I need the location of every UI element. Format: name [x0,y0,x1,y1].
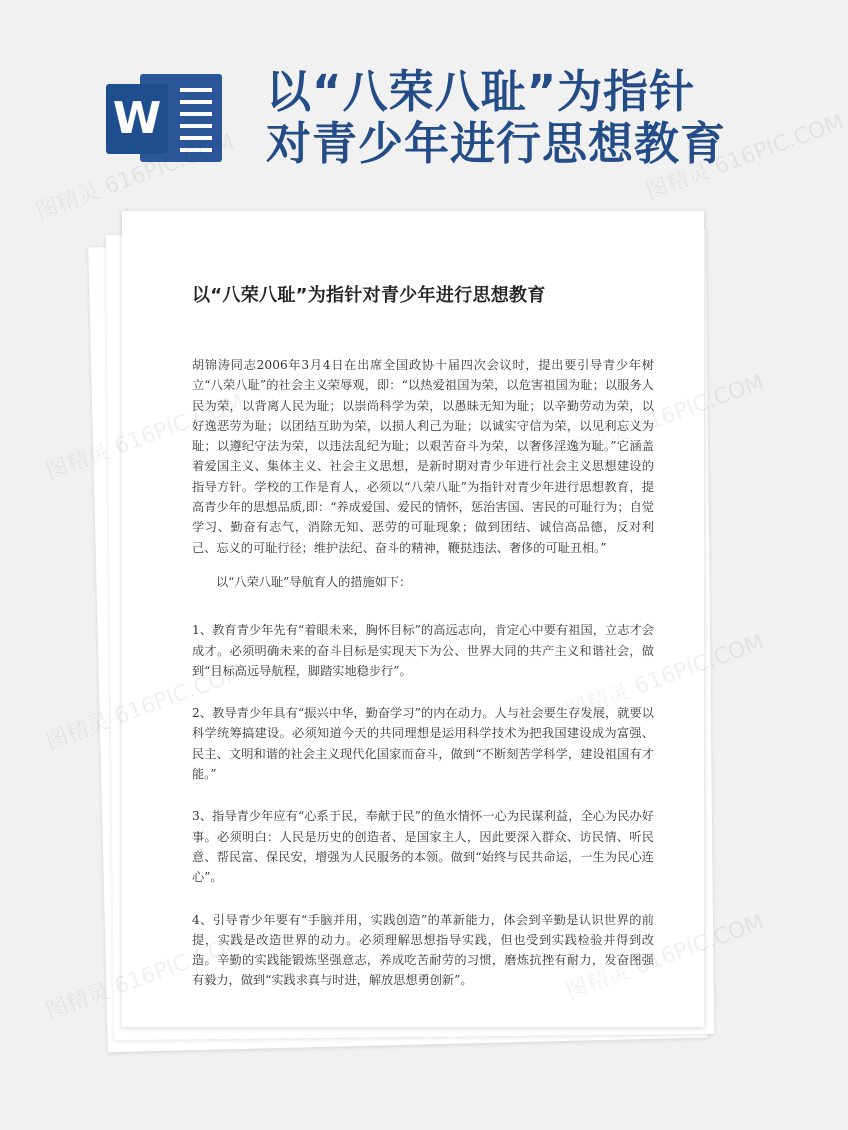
word-icon-line [180,88,212,92]
measure-item-4: 4、引导青少年要有“手脑并用，实践创造”的革新能力，体会到辛勤是认识世界的前提，实践是改造世界的动力。必须理解思想指导实践，但也受到实践检验并得到改造。辛勤的实践能锻炼坚强意志，养成吃苦耐劳的习惯，磨炼抗挫有耐力，发奋图强有毅力，做到“实践求真与时进，解放思想勇创新”。 [192,912,654,988]
watermark: 图精灵 [42,978,114,1025]
measure-item-3: 3、指导青少年应有“心系于民，奉献于民”的鱼水情怀一心为民谋利益，全心为民办好事。必须明白：人民是历史的创造者、是国家主人，因此要深入群众、访民情、听民意、帮民富、保民安，增强为人民服务的本领。做到“始终与民共命运，一生为民心连心”。 [192,809,654,885]
measure-item-1: 1、教育青少年先有“着眼未来，胸怀目标”的高远志向，肯定心中要有祖国，立志才会成才。必须明确未来的奋斗目标是实现天下为公、世界大同的共产主义和谐社会，做到“目标高远导航程，脚踏实地稳步行”。 [192,623,654,678]
word-icon-line [180,148,212,152]
word-icon-line [180,112,212,116]
measures-heading: 以“八荣八耻”导航育人的措施如下： [216,574,412,589]
banner-title-line1: 以“八荣八耻”为指针 [266,65,696,118]
intro-paragraph: 胡锦涛同志2006年3月4日在出席全国政协十届四次会议时，提出要引导青少年树立“八荣八耻”的社会主义荣辱观，即：“以热爱祖国为荣，以危害祖国为耻；以服务人民为荣，以背离人民为耻；以崇尚科学为荣，以愚昧无知为耻；以辛勤劳动为荣，以好逸恶劳为耻；以团结互助为荣，以损人利己为耻；以诚实守信为荣，以见利忘义为耻；以遵纪守法为荣，以违法乱纪为耻；以艰苦奋斗为荣，以奢侈淫逸为耻。”它涵盖着爱国主义、集体主义、社会主义思想，是新时期对青少年进行社会主义思想建设的指导方针。学校的工作是育人，必须以“八荣八耻”为指针对青少年进行思想教育，提高青少年的思想品质,即：“养成爱国、爱民的情怀，惩治害国、害民的可耻行为；自觉学习、勤奋有志气，消除无知、恶劳的可耻现象；做到团结、诚信高品德，反对利己、忘义的可耻行径；维护法纪、奋斗的精神，鞭挞违法、奢侈的可耻丑相。” [192,358,654,555]
banner-title-line2: 对青少年进行思想教育 [266,117,727,170]
watermark: 图精灵 [42,438,114,485]
measure-item-2: 2、教导青少年具有“振兴中华，勤奋学习”的内在动力。人与社会要生存发展，就要以科学统筹搞建设。必须知道今天的共同理想是运用科学技术为把我国建设成为富强、民主、文明和谐的社会主义现代化国家而奋斗，做到“不断刻苦学科学，建设祖国有才能。” [192,706,654,782]
word-icon-line [180,124,212,128]
banner-title [266,66,736,170]
watermark: 图精灵 [42,708,114,755]
word-document-icon [106,70,224,166]
word-icon-line [180,136,212,140]
document-title: 以“八荣八耻”为指针对青少年进行思想教育 [192,285,546,306]
word-icon-letter: W [106,84,168,154]
watermark: 图精灵 616PIC.COM [642,109,848,205]
watermark: 图精灵 616PIC.COM [32,129,238,225]
word-icon-line [180,100,212,104]
document-page [122,211,704,1027]
